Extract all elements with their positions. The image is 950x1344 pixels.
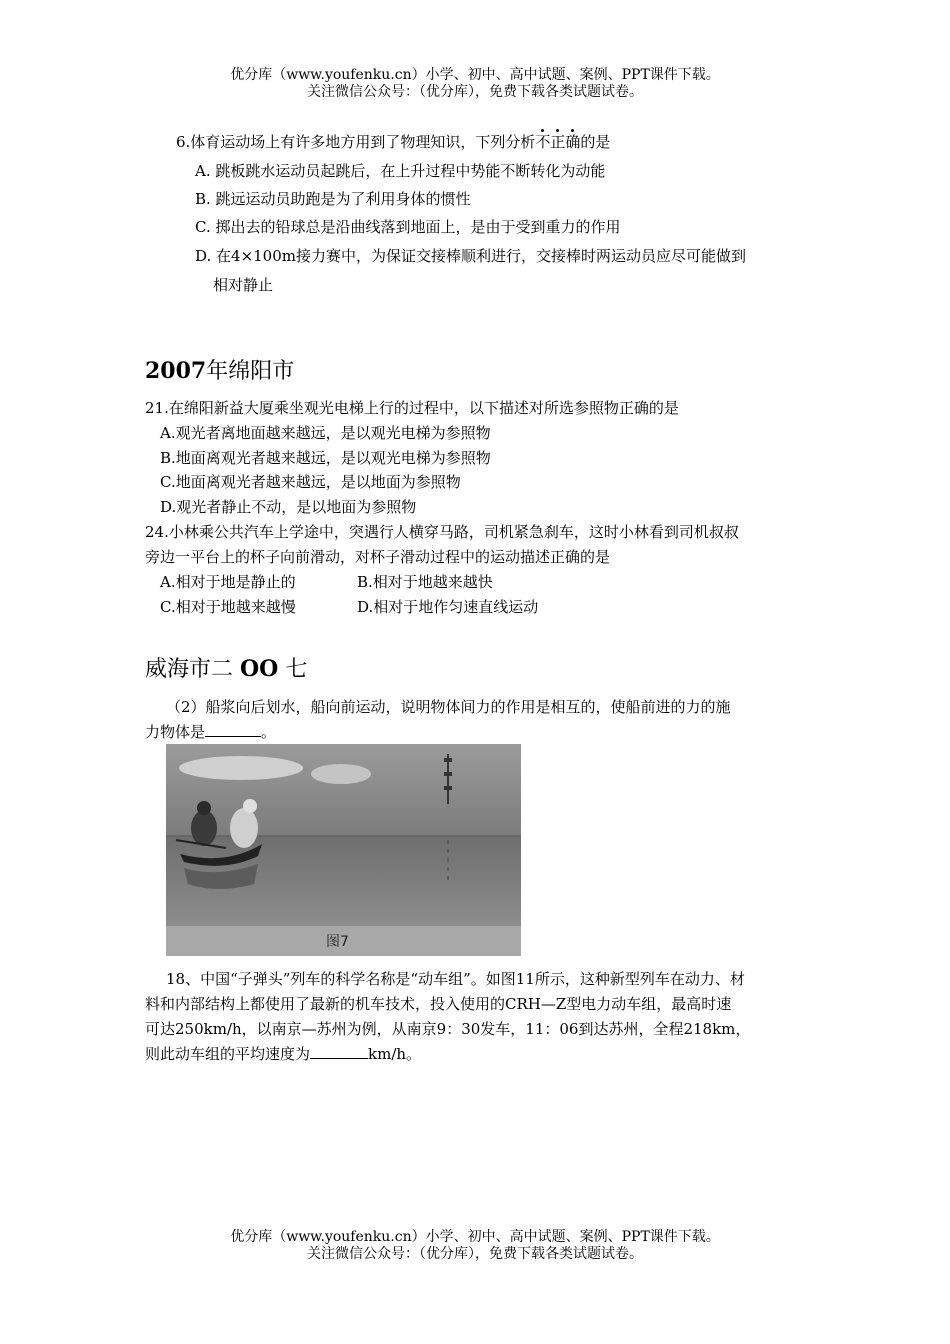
q6-stem: 6.体育运动场上有许多地方用到了物理知识，下列分析不正确的是 bbox=[176, 133, 611, 151]
page-header bbox=[0, 67, 950, 101]
section-title-mianyang: 2007年绵阳市 bbox=[145, 358, 295, 384]
emphasis-char: 正 bbox=[550, 133, 566, 151]
emphasis-char: 不 bbox=[535, 133, 551, 151]
q21-stem: 21.在绵阳新益大厦乘坐观光电梯上行的过程中，以下描述对所选参照物正确的是 bbox=[145, 399, 679, 417]
emphasis-char: 确 bbox=[565, 133, 581, 151]
answer-blank bbox=[310, 1044, 368, 1059]
section-title-weihai: 威海市二 OO 七 bbox=[145, 656, 308, 682]
q24-option-c: C.相对于地越来越慢 bbox=[160, 598, 296, 616]
q18-line3: 可达250km/h，以南京—苏州为例，从南京9：30发车，11：06到达苏州，全程218km， bbox=[145, 1020, 751, 1038]
q24-stem-line1: 24.小林乘公共汽车上学途中，突遇行人横穿马路，司机紧急刹车，这时小林看到司机叔叔 bbox=[145, 523, 739, 541]
q2-line2: 力物体是 。 bbox=[145, 723, 277, 741]
footer-line-2: 关注微信公众号：（优分库），免费下载各类试题试卷。 bbox=[307, 1246, 643, 1262]
q6-option-a: A. 跳板跳水运动员起跳后，在上升过程中势能不断转化为动能 bbox=[195, 162, 606, 180]
q24-stem-line2: 旁边一平台上的杯子向前滑动，对杯子滑动过程中的运动描述正确的是 bbox=[145, 548, 611, 566]
cloud-shape bbox=[311, 764, 371, 784]
q21-option-a: A.观光者离地面越来越远，是以观光电梯为参照物 bbox=[160, 424, 491, 442]
q18-line4: 则此动车组的平均速度为 km/h。 bbox=[145, 1045, 422, 1063]
q24-option-a: A.相对于地是静止的 bbox=[160, 573, 296, 591]
header-line-1: 优分库（www.youfenku.cn）小学、初中、高中试题、案例、PPT课件下载。 bbox=[230, 67, 720, 83]
q6-option-d-cont: 相对静止 bbox=[213, 276, 274, 294]
q6-option-c: C. 掷出去的铅球总是沿曲线落到地面上，是由于受到重力的作用 bbox=[195, 218, 621, 236]
footer-line-1: 优分库（www.youfenku.cn）小学、初中、高中试题、案例、PPT课件下载。 bbox=[230, 1229, 720, 1245]
q18-line2: 料和内部结构上都使用了最新的机车技术，投入使用的CRH—Z型电力动车组，最高时速 bbox=[145, 995, 732, 1013]
q24-option-b: B.相对于地越来越快 bbox=[357, 573, 493, 591]
header-line-2: 关注微信公众号：（优分库），免费下载各类试题试卷。 bbox=[307, 84, 643, 100]
figure-caption: 图7 bbox=[326, 934, 349, 950]
page-footer bbox=[0, 1229, 950, 1263]
q18-line1: 18、中国“子弹头”列车的科学名称是“动车组”。如图11所示，这种新型列车在动力、材 bbox=[166, 970, 745, 988]
q2-line1: （2）船浆向后划水，船向前运动，说明物体间力的作用是相互的，使船前进的力的施 bbox=[166, 698, 731, 716]
q21-option-b: B.地面离观光者越来越远，是以观光电梯为参照物 bbox=[160, 449, 491, 467]
q24-option-d: D.相对于地作匀速直线运动 bbox=[357, 598, 539, 616]
answer-blank bbox=[205, 722, 261, 737]
q21-option-c: C.地面离观光者越来越远，是以地面为参照物 bbox=[160, 473, 461, 491]
q6-option-b: B. 跳远运动员助跑是为了利用身体的惯性 bbox=[195, 190, 471, 208]
q6-option-d: D. 在4×100m接力赛中，为保证交接棒顺利进行，交接棒时两运动员应尽可能做到 bbox=[195, 247, 746, 265]
figure-7-rowing-photo bbox=[166, 744, 521, 956]
cloud-shape bbox=[179, 756, 303, 780]
q21-option-d: D.观光者静止不动，是以地面为参照物 bbox=[160, 498, 417, 516]
